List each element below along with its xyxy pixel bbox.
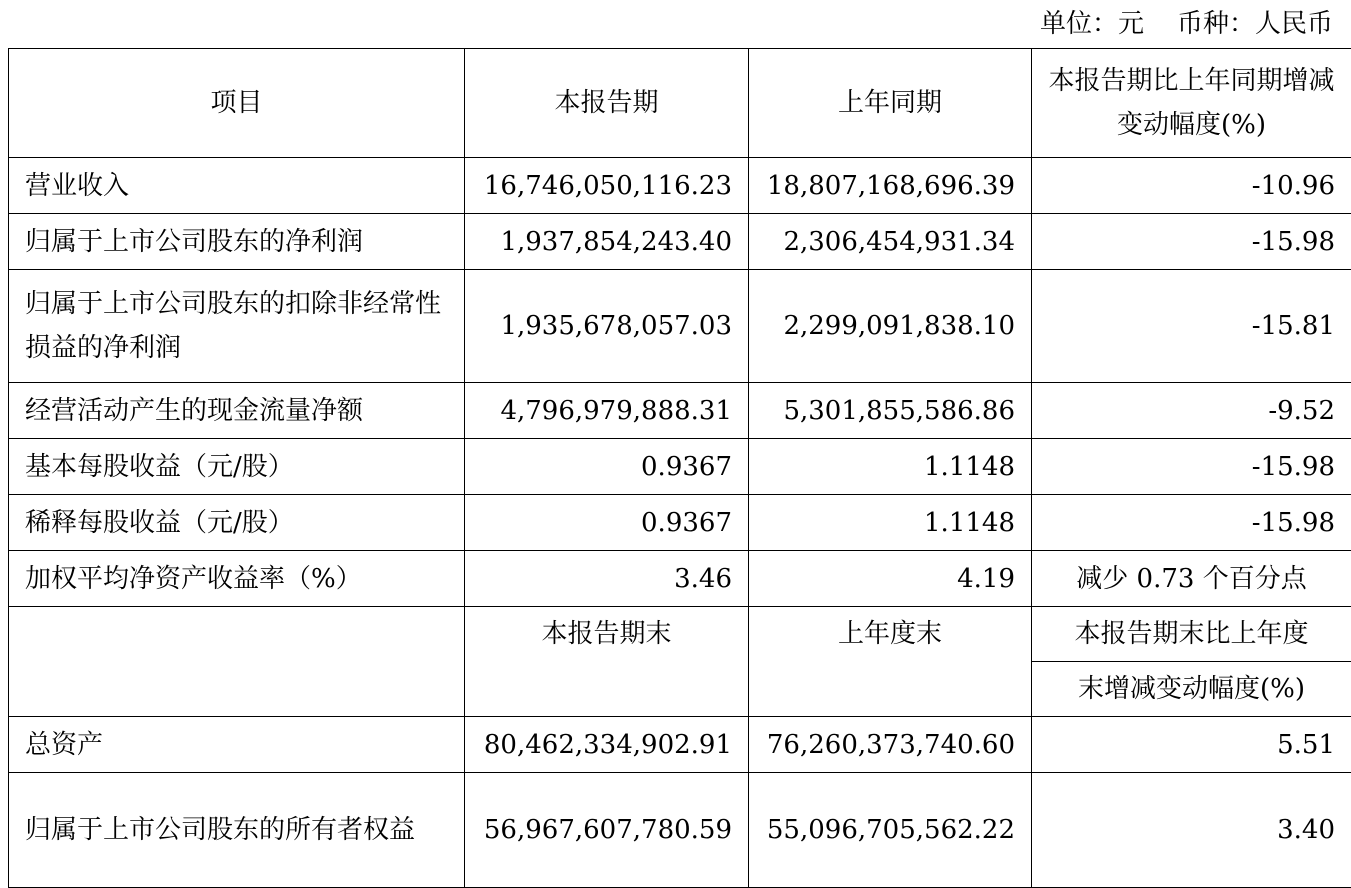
header-period-end-change-line1: 本报告期末比上年度 <box>1032 607 1351 662</box>
row-prior-value: 1.1148 <box>749 439 1032 495</box>
unit-currency-note: 单位：元 币种：人民币 <box>1040 4 1333 44</box>
header-prior-period: 上年同期 <box>749 49 1032 158</box>
row-label: 经营活动产生的现金流量净额 <box>9 383 465 439</box>
row-current-value: 1,935,678,057.03 <box>465 270 749 383</box>
header-current-period: 本报告期 <box>465 49 749 158</box>
row-label: 营业收入 <box>9 158 465 214</box>
period-end-header-blank <box>465 662 749 717</box>
row-current-value: 0.9367 <box>465 495 749 551</box>
period-end-header-blank <box>9 662 465 717</box>
row-current-value: 3.46 <box>465 551 749 607</box>
table-row <box>9 551 1351 607</box>
row-prior-value: 5,301,855,586.86 <box>749 383 1032 439</box>
row-label: 加权平均净资产收益率（%） <box>9 551 465 607</box>
row-prior-value: 55,096,705,562.22 <box>749 773 1032 888</box>
table-row <box>9 495 1351 551</box>
row-current-value: 80,462,334,902.91 <box>465 717 749 773</box>
header-period-end-change-line2: 末增减变动幅度(%) <box>1032 662 1351 717</box>
table-row <box>9 214 1351 270</box>
row-prior-value: 2,306,454,931.34 <box>749 214 1032 270</box>
header-period-end-current: 本报告期末 <box>465 607 749 662</box>
period-end-header-blank <box>9 607 465 662</box>
row-change-value: -9.52 <box>1032 383 1351 439</box>
row-change-value: 3.40 <box>1032 773 1351 888</box>
table-row <box>9 270 1351 383</box>
row-current-value: 4,796,979,888.31 <box>465 383 749 439</box>
row-prior-value: 4.19 <box>749 551 1032 607</box>
header-item: 项目 <box>9 49 465 158</box>
row-change-value: -15.98 <box>1032 439 1351 495</box>
row-label: 归属于上市公司股东的扣除非经常性损益的净利润 <box>9 270 465 383</box>
row-prior-value: 2,299,091,838.10 <box>749 270 1032 383</box>
row-prior-value: 18,807,168,696.39 <box>749 158 1032 214</box>
row-current-value: 16,746,050,116.23 <box>465 158 749 214</box>
row-change-value: -15.98 <box>1032 214 1351 270</box>
table-row <box>9 439 1351 495</box>
row-prior-value: 76,260,373,740.60 <box>749 717 1032 773</box>
row-label: 总资产 <box>9 717 465 773</box>
header-period-end-prior: 上年度末 <box>749 607 1032 662</box>
period-end-header-row <box>9 607 1351 662</box>
row-current-value: 56,967,607,780.59 <box>465 773 749 888</box>
row-current-value: 1,937,854,243.40 <box>465 214 749 270</box>
table-row <box>9 383 1351 439</box>
header-change-percent: 本报告期比上年同期增减变动幅度(%) <box>1032 49 1351 158</box>
row-label: 归属于上市公司股东的所有者权益 <box>9 773 465 888</box>
row-prior-value: 1.1148 <box>749 495 1032 551</box>
row-current-value: 0.9367 <box>465 439 749 495</box>
table-row <box>9 717 1351 773</box>
period-end-header-row-continued <box>9 662 1351 717</box>
period-end-header-blank <box>749 662 1032 717</box>
table-row <box>9 773 1351 888</box>
row-change-value: -15.81 <box>1032 270 1351 383</box>
key-financial-data-table <box>8 48 1351 888</box>
row-change-value: -10.96 <box>1032 158 1351 214</box>
row-label: 基本每股收益（元/股） <box>9 439 465 495</box>
table-header-row <box>9 49 1351 158</box>
row-label: 稀释每股收益（元/股） <box>9 495 465 551</box>
row-change-value: -15.98 <box>1032 495 1351 551</box>
row-label: 归属于上市公司股东的净利润 <box>9 214 465 270</box>
row-change-value: 减少 0.73 个百分点 <box>1032 551 1351 607</box>
row-change-value: 5.51 <box>1032 717 1351 773</box>
table-row <box>9 158 1351 214</box>
